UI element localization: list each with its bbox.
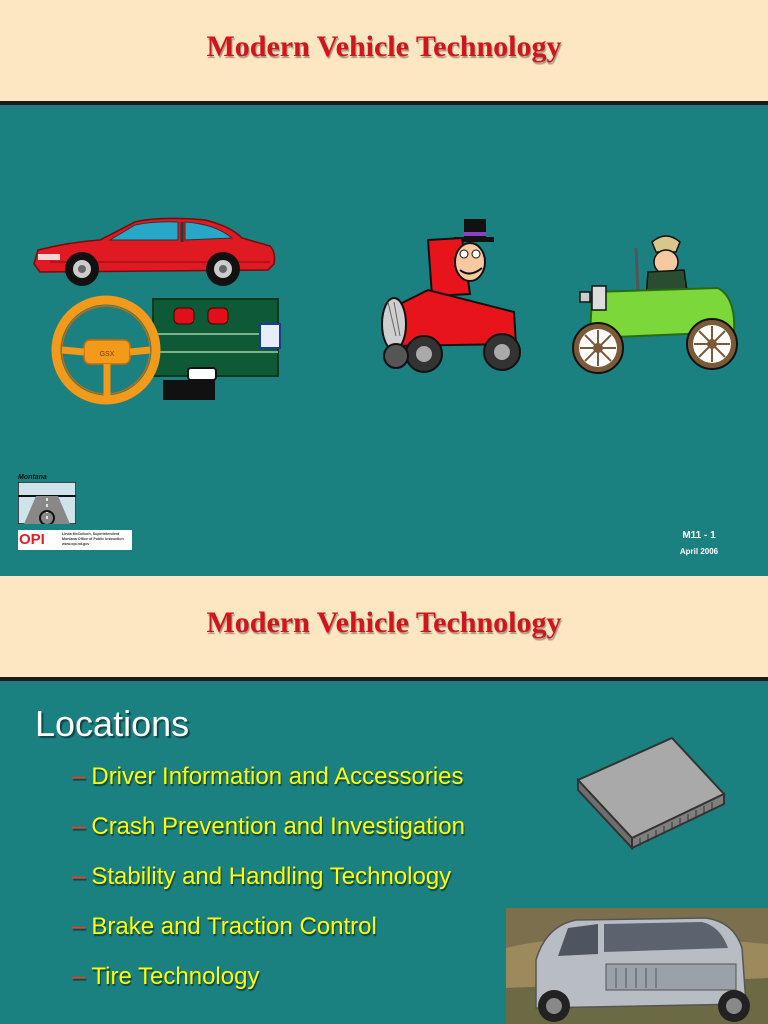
bullet-dash: – [72, 913, 86, 940]
bullet-text: Crash Prevention and Investigation [91, 813, 465, 840]
bullet-text: Brake and Traction Control [91, 913, 377, 940]
slide-title-2: Modern Vehicle Technology [206, 606, 562, 639]
bullet-text: Tire Technology [91, 963, 260, 990]
road-windshield-icon [18, 482, 76, 524]
locations-heading: Locations [35, 703, 190, 744]
bullet-item [72, 763, 464, 791]
opi-mark: OPI [19, 531, 45, 548]
slide-date: April 2006 [679, 547, 719, 556]
red-sports-car-icon [30, 212, 280, 292]
bullet-dash: – [72, 963, 86, 990]
slide-number: M11 - 1 [682, 530, 716, 541]
opi-line-1: Linda McCulloch, Superintendent [62, 532, 120, 536]
dashboard-steering-wheel-icon [48, 294, 283, 406]
bullet-dash: – [72, 813, 86, 840]
green-antique-car-icon [568, 228, 744, 380]
opi-logo [18, 530, 132, 550]
bullet-dash: – [72, 863, 86, 890]
opi-line-2: Montana Office of Public Instruction [62, 537, 124, 541]
cartoon-driver-red-car-icon [366, 216, 534, 378]
title-bar [0, 0, 768, 105]
title-bar-2 [0, 576, 768, 681]
slide-title: Modern Vehicle Technology [206, 30, 562, 63]
concept-suv-photo [506, 908, 768, 1024]
bullet-dash: – [72, 763, 86, 790]
bullet-item [72, 863, 451, 891]
bullet-item [72, 963, 259, 991]
bullet-text: Stability and Handling Technology [91, 863, 452, 890]
bullet-item [72, 913, 377, 941]
bullet-item [72, 813, 465, 841]
montana-logo-label: Montana [18, 474, 47, 481]
control-module-icon [572, 732, 728, 850]
svg-text:GSX: GSX [99, 351, 115, 358]
bullet-text: Driver Information and Accessories [91, 763, 464, 790]
opi-line-3: www.opi.mt.gov [62, 542, 90, 546]
montana-logo [18, 474, 78, 526]
slide-2 [0, 576, 768, 1024]
